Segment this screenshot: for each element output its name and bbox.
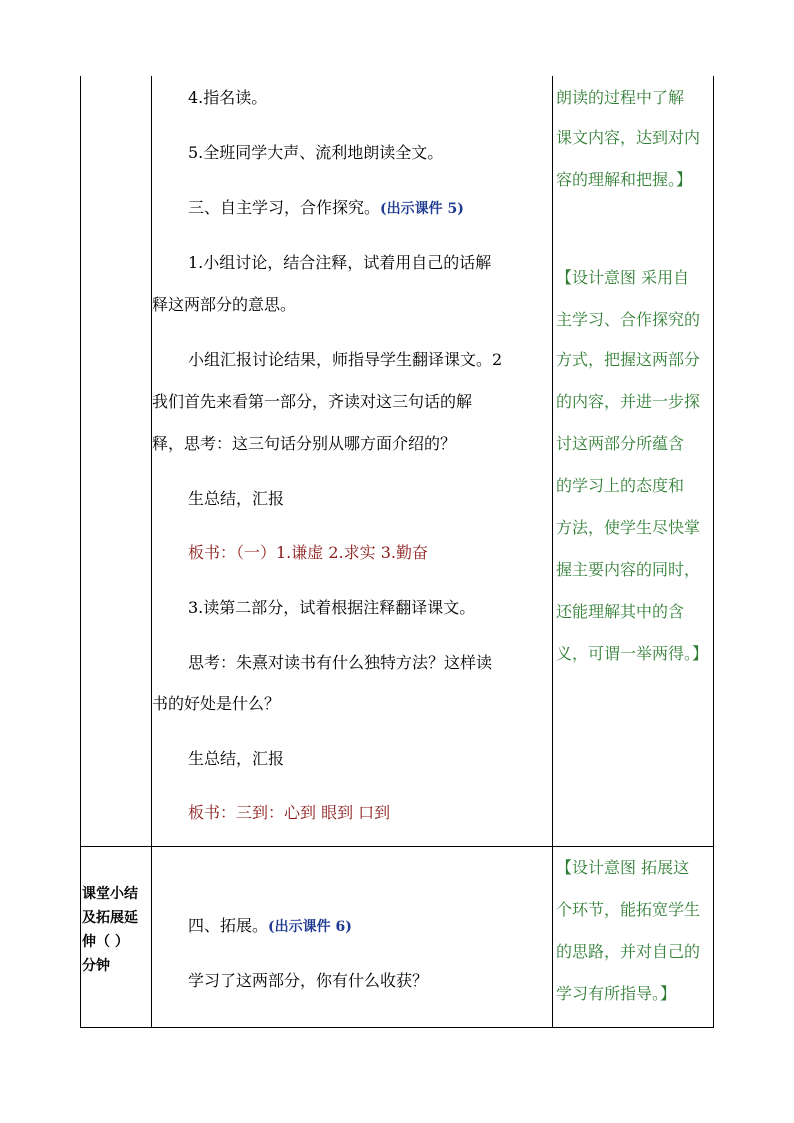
table-col1-border — [151, 76, 152, 1028]
section-label: 分钟 — [82, 958, 110, 974]
text-line-2: 5.全班同学大声、流利地朗读全文。 — [188, 143, 444, 162]
text-line-4: 1.小组讨论，结合注释，试着用自己的话解 — [188, 253, 492, 272]
design-note-line: 朗读的过程中了解 — [556, 88, 685, 107]
design-note-line: 【设计意图 拓展这 — [556, 858, 690, 877]
design-note-line: 课文内容，达到对内 — [556, 128, 701, 147]
design-note-line: 还能理解其中的含 — [556, 602, 685, 621]
text-line-11: 3.读第二部分，试着根据注释翻译课文。 — [188, 598, 476, 617]
text-line-7: 我们首先来看第一部分，齐读对这三句话的解 — [152, 392, 473, 411]
table-col2-border — [552, 76, 553, 1028]
design-note-line: 讨这两部分所蕴含 — [556, 434, 685, 453]
courseware-ref: (出示课件 6) — [268, 919, 352, 935]
design-note-line: 的内容，并进一步探 — [556, 392, 701, 411]
design-note-line: 学习有所指导。】 — [556, 984, 677, 1003]
table-row-divider — [80, 846, 714, 847]
design-note-line: 个环节，能拓宽学生 — [556, 900, 701, 919]
text-line-6: 小组汇报讨论结果，师指导学生翻译课文。2 — [188, 350, 503, 369]
section-label: 及拓展延 — [82, 910, 138, 926]
design-note-line: 的学习上的态度和 — [556, 476, 685, 495]
section-heading-text: 四、拓展。 — [188, 916, 269, 935]
section-heading-4 — [188, 916, 352, 937]
design-note-line: 义，可谓一举两得。】 — [556, 644, 709, 663]
table-bottom-border — [80, 1027, 714, 1028]
text-line-5: 释这两部分的意思。 — [152, 295, 297, 314]
design-note-line: 容的理解和把握。】 — [556, 170, 693, 189]
design-note-line: 【设计意图 采用自 — [556, 268, 690, 287]
design-note-line: 的思路，并对自己的 — [556, 942, 701, 961]
board-note-2: 板书：三到：心到 眼到 口到 — [188, 803, 391, 822]
design-note-line: 方式，把握这两部分 — [556, 350, 701, 369]
design-note-line: 方法，使学生尽快掌 — [556, 518, 701, 537]
section-heading-3 — [188, 198, 464, 219]
text-line-9: 生总结，汇报 — [188, 489, 285, 508]
design-note-line: 主学习、合作探究的 — [556, 310, 701, 329]
text-line-14: 生总结，汇报 — [188, 749, 285, 768]
board-note-1: 板书：（一）1.谦虚 2.求实 3.勤奋 — [188, 543, 428, 562]
table-right-border — [713, 76, 714, 1028]
text-line-extension: 学习了这两部分，你有什么收获？ — [188, 971, 429, 990]
section-label: 伸（ ） — [82, 934, 129, 950]
section-label: 课堂小结 — [82, 886, 138, 902]
section-heading-text: 三、自主学习，合作探究。 — [188, 198, 381, 217]
table-left-border — [80, 76, 81, 1028]
text-line-1: 4.指名读。 — [188, 88, 268, 107]
design-note-line: 握主要内容的同时， — [556, 560, 701, 579]
text-line-8: 释，思考：这三句话分别从哪方面介绍的？ — [152, 434, 457, 453]
text-line-13: 书的好处是什么？ — [152, 694, 281, 713]
text-line-12: 思考：朱熹对读书有什么独特方法？这样读 — [188, 653, 493, 672]
courseware-ref: (出示课件 5) — [380, 201, 464, 217]
